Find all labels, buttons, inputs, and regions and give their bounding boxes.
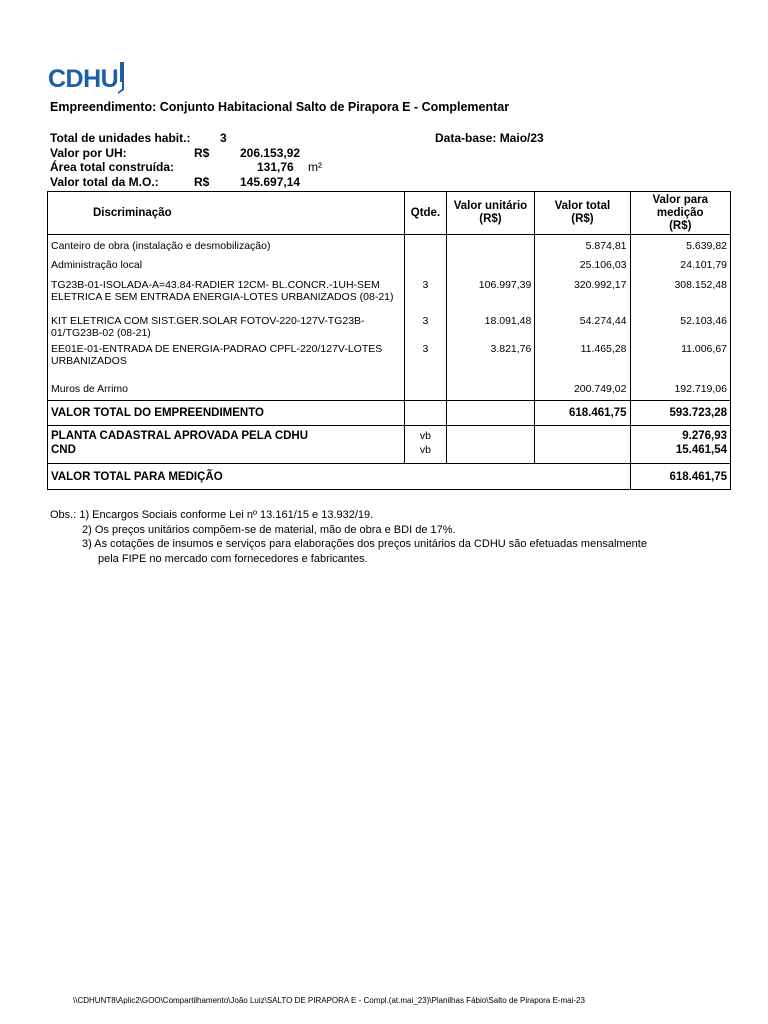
observations — [50, 508, 647, 566]
total-row — [48, 401, 731, 426]
header-unitario — [446, 192, 535, 235]
row-qtde: 3 — [405, 315, 446, 343]
header-medicao-line3: (R$) — [669, 219, 692, 232]
per-uh-label: Valor por UH: — [50, 145, 127, 160]
extra-label: PLANTA CADASTRAL APROVADA PELA CDHU — [48, 426, 405, 444]
mo-label: Valor total da M.O.: — [50, 174, 159, 189]
row-desc: Administração local — [48, 255, 405, 275]
file-path-footer: \\CDHUNT8\Aplic2\GOO\Compartilhamento\João Luiz\SALTO DE PIRAPORA E - Compl.(at.mai_23)\Planilhas Fábio\Salto de Pirapora E-mai-23 — [73, 996, 585, 1005]
header-unitario-line1: Valor unitário — [453, 200, 528, 212]
extra-row-planta — [48, 426, 731, 444]
extra-unit: vb — [405, 443, 446, 457]
table-header-row — [48, 192, 731, 235]
row-unit: 3.821,76 — [446, 343, 535, 383]
row-medicao: 24.101,79 — [630, 255, 731, 275]
row-qtde: 3 — [405, 275, 446, 315]
total-qtde-empty — [405, 401, 446, 426]
row-desc: Muros de Arrimo — [48, 383, 405, 401]
table-row — [48, 235, 731, 255]
extra-medicao: 15.461,54 — [630, 443, 731, 457]
area-label: Área total construída: — [50, 160, 175, 174]
extra-unit-empty — [446, 426, 535, 444]
logo-text: CDHU — [48, 65, 119, 93]
total-medicao: 593.723,28 — [630, 401, 731, 426]
row-total: 200.749,02 — [535, 383, 630, 401]
total-label: VALOR TOTAL DO EMPREENDIMENTO — [48, 401, 405, 426]
project-title: Empreendimento: Conjunto Habitacional Salto de Pirapora E - Complementar — [50, 100, 510, 114]
header-medicao — [630, 192, 731, 235]
medicao-total-label: VALOR TOTAL PARA MEDIÇÃO — [48, 464, 631, 490]
total-unit-empty — [446, 401, 535, 426]
row-desc: EE01E-01-ENTRADA DE ENERGIA-PADRAO CPFL-220/127V-LOTES URBANIZADOS — [48, 343, 405, 383]
table-row — [48, 343, 731, 383]
area-unit: m² — [308, 160, 322, 174]
header-total-line1: Valor total — [554, 200, 611, 212]
header-unitario-line2: (R$) — [479, 213, 502, 225]
row-medicao: 5.639,82 — [630, 235, 731, 255]
budget-table — [47, 191, 731, 490]
header-qtde: Qtde. — [405, 192, 446, 235]
per-uh-value: 206.153,92 — [240, 145, 301, 160]
header-total-line2: (R$) — [571, 213, 594, 225]
obs-line-1: Obs.: 1) Encargos Sociais conforme Lei nº 13.161/15 e 13.932/19. — [50, 509, 374, 521]
row-total: 5.874,81 — [535, 235, 630, 255]
table-row — [48, 255, 731, 275]
row-total: 11.465,28 — [535, 343, 630, 383]
row-qtde: 3 — [405, 343, 446, 383]
database-date: Data-base: Maio/23 — [435, 131, 544, 145]
header-medicao-line1: Valor para — [652, 193, 709, 206]
extra-row-cnd — [48, 443, 731, 457]
row-medicao: 308.152,48 — [630, 275, 731, 315]
header-discriminacao: Discriminação — [48, 192, 405, 235]
row-desc: KIT ELETRICA COM SIST.GER.SOLAR FOTOV-220-127V-TG23B-01/TG23B-02 (08-21) — [48, 315, 405, 343]
extra-total-empty — [535, 426, 630, 444]
mo-currency: R$ — [194, 174, 210, 189]
cdhu-logo — [48, 62, 128, 96]
row-unit: 18.091,48 — [446, 315, 535, 343]
row-unit — [446, 235, 535, 255]
row-unit — [446, 383, 535, 401]
obs-line-2: 2) Os preços unitários compõem-se de material, mão de obra e BDI de 17%. — [82, 523, 456, 536]
row-medicao: 192.719,06 — [630, 383, 731, 401]
row-desc: Canteiro de obra (instalação e desmobilização) — [48, 235, 405, 255]
area-value: 131,76 — [257, 160, 294, 174]
total-value: 618.461,75 — [535, 401, 630, 426]
row-desc: TG23B-01-ISOLADA-A=43.84-RADIER 12CM- BL.CONCR.-1UH-SEM ELETRICA E SEM ENTRADA ENERGIA-LOTES URBANIZADOS (08-21) — [48, 275, 405, 315]
logo-mark-icon — [118, 62, 126, 94]
medicao-total-row — [48, 464, 731, 490]
header-medicao-line2: medição — [656, 206, 704, 219]
units-value: 3 — [220, 131, 227, 145]
row-medicao: 52.103,46 — [630, 315, 731, 343]
per-uh-currency: R$ — [194, 145, 210, 160]
row-qtde — [405, 383, 446, 401]
extra-total-empty — [535, 443, 630, 457]
row-total: 54.274,44 — [535, 315, 630, 343]
row-qtde — [405, 235, 446, 255]
table-row — [48, 315, 731, 343]
row-unit — [446, 255, 535, 275]
medicao-total-value: 618.461,75 — [630, 464, 731, 490]
row-total: 320.992,17 — [535, 275, 630, 315]
units-label: Total de unidades habit.: — [50, 131, 191, 145]
extra-label: CND — [48, 443, 405, 457]
header-total — [535, 192, 630, 235]
row-medicao: 11.006,67 — [630, 343, 731, 383]
mo-value: 145.697,14 — [240, 174, 301, 189]
row-qtde — [405, 255, 446, 275]
obs-line-4: pela FIPE no mercado com fornecedores e fabricantes. — [98, 552, 368, 565]
extra-medicao: 9.276,93 — [630, 426, 731, 444]
table-row — [48, 275, 731, 315]
row-total: 25.106,03 — [535, 255, 630, 275]
table-row — [48, 383, 731, 401]
obs-line-3: 3) As cotações de insumos e serviços para elaborações dos preços unitários da CDHU são efetuadas mensalmente — [82, 538, 647, 550]
row-unit: 106.997,39 — [446, 275, 535, 315]
extra-unit: vb — [405, 426, 446, 444]
extra-unit-empty — [446, 443, 535, 457]
